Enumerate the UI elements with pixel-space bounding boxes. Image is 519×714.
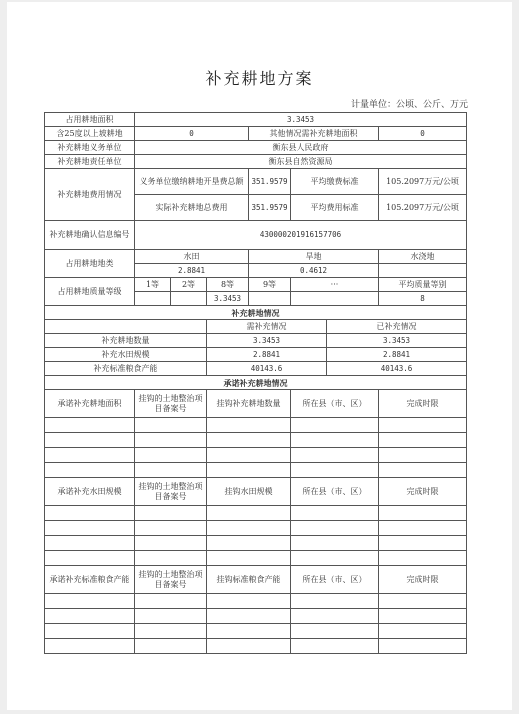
supp-row-done: 2.8841 xyxy=(327,348,467,362)
commit-header: 完成时限 xyxy=(379,478,467,506)
slope-value: 0 xyxy=(135,127,249,141)
supp-row-label: 补充水田规模 xyxy=(45,348,207,362)
responsible-value: 衡东县自然资源局 xyxy=(135,155,467,169)
table-row xyxy=(45,448,467,463)
table-row xyxy=(45,521,467,536)
slope-label: 含25度以上坡耕地 xyxy=(45,127,135,141)
page-title: 补充耕地方案 xyxy=(205,69,314,88)
table-row xyxy=(45,418,467,433)
table-row xyxy=(45,141,467,155)
commit-header: 挂钩的土地整治项目备案号 xyxy=(135,566,207,594)
document-page xyxy=(7,2,512,710)
table-row xyxy=(45,566,467,594)
commit-header: 挂钩的土地整治项目备案号 xyxy=(135,478,207,506)
irrigated-value xyxy=(379,264,467,278)
commit-header: 承诺补充耕地面积 xyxy=(45,390,135,418)
cost-label: 补充耕地费用情况 xyxy=(45,169,135,221)
table-row xyxy=(45,320,467,334)
avg-cost-label: 平均费用标准 xyxy=(291,195,379,221)
table-row xyxy=(45,478,467,506)
paddy-header: 水田 xyxy=(135,250,249,264)
table-row xyxy=(45,306,467,320)
commit-header: 所在县（市、区） xyxy=(291,566,379,594)
land-type-label: 占用耕地地类 xyxy=(45,250,135,278)
commit-header: 完成时限 xyxy=(379,390,467,418)
confirm-label: 补充耕地确认信息编号 xyxy=(45,221,135,250)
avg-paid-value: 105.2097万元/公顷 xyxy=(379,169,467,195)
supp-row-done: 40143.6 xyxy=(327,362,467,376)
commit-header: 完成时限 xyxy=(379,566,467,594)
dry-header: 旱地 xyxy=(249,250,379,264)
table-row xyxy=(45,278,467,292)
need-header: 需补充情况 xyxy=(207,320,327,334)
paddy-value: 2.8841 xyxy=(135,264,249,278)
table-row xyxy=(45,127,467,141)
plan-table xyxy=(44,112,467,654)
table-row xyxy=(45,639,467,654)
table-row xyxy=(45,624,467,639)
responsible-label: 补充耕地责任单位 xyxy=(45,155,135,169)
commit-header: 所在县（市、区） xyxy=(291,478,379,506)
table-row xyxy=(45,506,467,521)
actual-label: 实际补充耕地总费用 xyxy=(135,195,249,221)
avg-grade-value: 8 xyxy=(379,292,467,306)
table-row xyxy=(45,594,467,609)
obligor-label: 补充耕地义务单位 xyxy=(45,141,135,155)
commit-header: 挂钩的土地整治项目备案号 xyxy=(135,390,207,418)
done-header: 已补充情况 xyxy=(327,320,467,334)
table-row xyxy=(45,221,467,250)
avg-paid-label: 平均缴费标准 xyxy=(291,169,379,195)
table-row xyxy=(45,334,467,348)
occupied-area-label: 占用耕地面积 xyxy=(45,113,135,127)
supp-row-need: 3.3453 xyxy=(207,334,327,348)
quality-label: 占用耕地质量等级 xyxy=(45,278,135,306)
commit-header: 挂钩补充耕地数量 xyxy=(207,390,291,418)
table-row xyxy=(45,376,467,390)
paid-label: 义务单位缴纳耕地开垦费总额 xyxy=(135,169,249,195)
table-row xyxy=(45,362,467,376)
table-row xyxy=(45,169,467,195)
grade-8-value: 3.3453 xyxy=(207,292,249,306)
paid-value: 351.9579 xyxy=(249,169,291,195)
table-row xyxy=(45,155,467,169)
table-row xyxy=(45,609,467,624)
table-row xyxy=(45,463,467,478)
unit-note: 计量单位：公顷、公斤、万元 xyxy=(350,100,468,110)
commit-header: 承诺补充标准粮食产能 xyxy=(45,566,135,594)
section-title: 承诺补充耕地情况 xyxy=(45,376,467,390)
commit-header: 挂钩水田规模 xyxy=(207,478,291,506)
table-row xyxy=(45,113,467,127)
dry-value: 0.4612 xyxy=(249,264,379,278)
table-row xyxy=(45,390,467,418)
grade-8: 8等 xyxy=(207,278,249,292)
table-row xyxy=(45,551,467,566)
irrigated-header: 水浇地 xyxy=(379,250,467,264)
supp-row-done: 3.3453 xyxy=(327,334,467,348)
commit-header: 挂钩标准粮食产能 xyxy=(207,566,291,594)
other-value: 0 xyxy=(379,127,467,141)
grade-dots: ··· xyxy=(291,278,379,292)
table-row xyxy=(45,348,467,362)
supp-row-label: 补充耕地数量 xyxy=(45,334,207,348)
grade-2: 2等 xyxy=(171,278,207,292)
obligor-value: 衡东县人民政府 xyxy=(135,141,467,155)
avg-grade-header: 平均质量等别 xyxy=(379,278,467,292)
table-row xyxy=(45,536,467,551)
table-row xyxy=(45,250,467,264)
occupied-area-value: 3.3453 xyxy=(135,113,467,127)
grade-1: 1等 xyxy=(135,278,171,292)
commit-header: 所在县（市、区） xyxy=(291,390,379,418)
grade-9: 9等 xyxy=(249,278,291,292)
supp-row-label: 补充标准粮食产能 xyxy=(45,362,207,376)
supp-row-need: 2.8841 xyxy=(207,348,327,362)
commit-header: 承诺补充水田规模 xyxy=(45,478,135,506)
supp-row-need: 40143.6 xyxy=(207,362,327,376)
table-row xyxy=(45,433,467,448)
section-title: 补充耕地情况 xyxy=(45,306,467,320)
confirm-value: 430000201916157706 xyxy=(135,221,467,250)
avg-cost-value: 105.2097万元/公顷 xyxy=(379,195,467,221)
actual-value: 351.9579 xyxy=(249,195,291,221)
other-label: 其他情况需补充耕地面积 xyxy=(249,127,379,141)
